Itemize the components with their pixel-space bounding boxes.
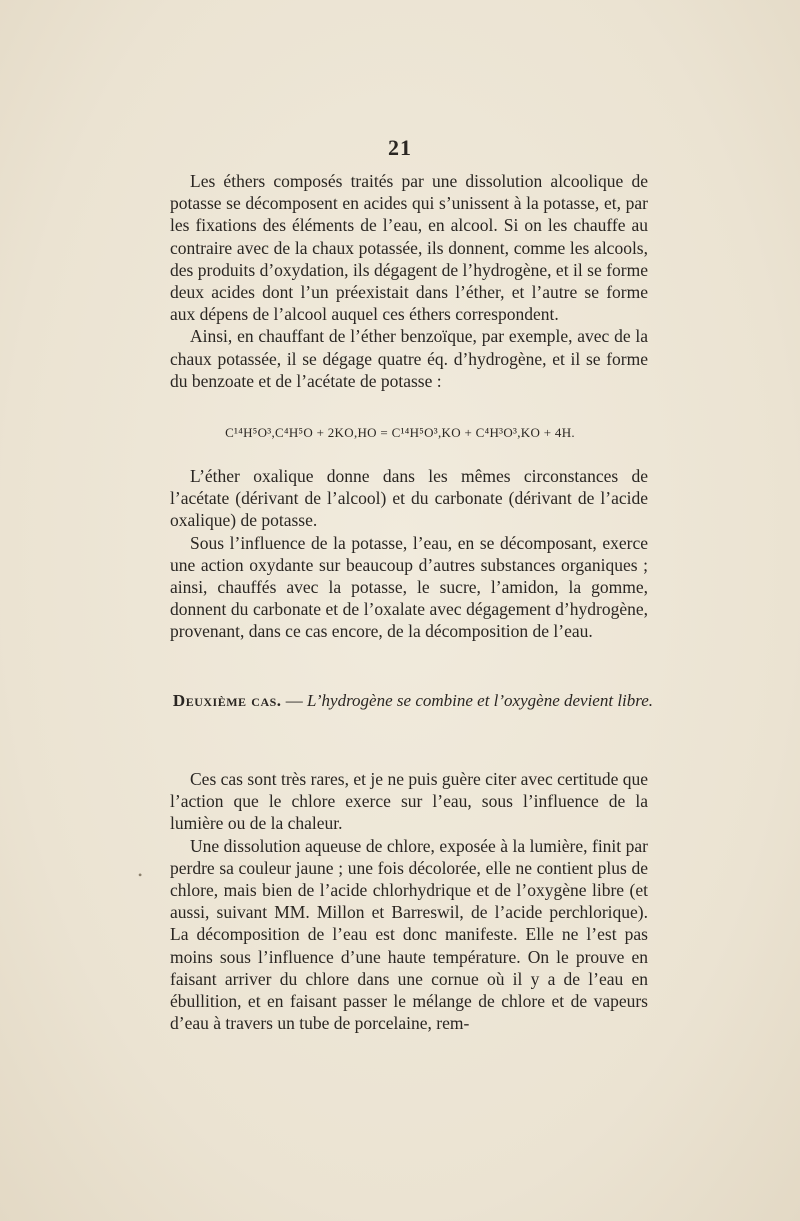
text-block-3 (170, 768, 648, 1034)
page-number: 21 (388, 135, 412, 160)
section-label: Deuxième cas. (172, 691, 282, 710)
paragraph: Ainsi, en chauffant de l’éther benzoïque, par exemple, avec de la chaux potassée, il se dégage quatre éq. d’hydrogène, et il se forme du benzoate et de l’acétate de potasse : (170, 326, 648, 391)
paragraph: Les éthers composés traités par une dissolution alcoolique de potasse se décomposent en acides qui s’unissent à la potasse, et, par les fixations des éléments de l’eau, en alcool. Si on les chauffe au contraire avec de la chaux potassée, ils donnent, comme les alcools, des produits d’oxydation, ils dégagent de l’hydrogène, et il se forme deux acides dont l’un préexistait dans l’éther, et l’autre se forme aux dépens de l’alcool auquel ces éthers correspondent. (170, 171, 648, 325)
paragraph: L’éther oxalique donne dans les mêmes circonstances de l’acétate (dérivant de l’alcool) et du carbonate (dérivant de l’acide oxalique) de potasse. (170, 466, 648, 531)
paragraph: Ces cas sont très rares, et je ne puis guère citer avec certitude que l’action que le chlore exerce sur l’eau, sous l’influence de la lumière ou de la chaleur. (170, 769, 648, 834)
chemical-equation: C¹⁴H⁵O³,C⁴H⁵O + 2KO,HO = C¹⁴H⁵O³,KO + C⁴H³O³,KO + 4H. (225, 425, 575, 440)
paragraph: Sous l’influence de la potasse, l’eau, en se décomposant, exerce une action oxydante sur beaucoup d’autres substances organiques ; ainsi, chauffés avec la potasse, le sucre, l’amidon, la gomme, donnent du carbonate et de l’oxalate avec dégagement d’hydrogène, provenant, dans ce cas encore, de la décomposition de l’eau. (170, 532, 648, 642)
section-heading (168, 690, 658, 712)
paragraph: Une dissolution aqueuse de chlore, exposée à la lumière, finit par perdre sa couleur jaune ; une fois décolorée, elle ne contient plus de chlore, mais bien de l’acide chlorhydrique et de l’oxygène libre (et aussi, suivant MM. Millon et Barreswil, de l’acide perchlorique). La décomposition de l’eau est donc manifeste. Elle ne l’est pas moins sous l’influence d’une haute température. On le prouve en faisant arriver du chlore dans une cornue où il y a de l’eau en ébullition, et en faisant passer le mélange de chlore et de vapeurs d’eau à travers un tube de porcelaine, rem- (170, 835, 648, 1034)
ink-speck: • (138, 868, 143, 882)
heading-dash: — (281, 691, 308, 710)
section-title: L’hydrogène se combine et l’oxygène devient libre. (307, 691, 654, 710)
text-block-1 (170, 170, 648, 392)
text-block-2 (170, 465, 648, 643)
